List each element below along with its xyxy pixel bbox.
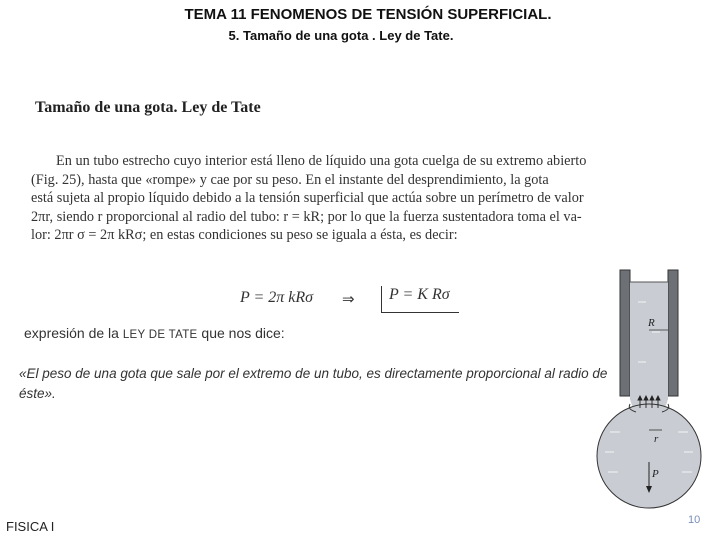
page-title: TEMA 11 FENOMENOS DE TENSIÓN SUPERFICIAL. xyxy=(184,6,552,23)
page-number: 10 xyxy=(688,514,701,526)
tube-left-wall xyxy=(620,270,630,396)
section-heading: Tamaño de una gota. Ley de Tate xyxy=(35,99,261,116)
label-R: R xyxy=(648,317,655,329)
tube-liquid xyxy=(630,282,668,400)
paragraph-line: 2πr, siendo r proporcional al radio del tubo: r = kR; por lo que la fuerza sustentadora toma el va- xyxy=(31,208,582,225)
paragraph-line: está sujeta al propio líquido debido a la tensión superficial que actúa sobre un perímetro de valor xyxy=(31,190,584,206)
label-P: P xyxy=(652,468,659,480)
paragraph-line: En un tubo estrecho cuyo interior está lleno de líquido una gota cuelga de su extremo abierto xyxy=(56,153,587,169)
drop-tube-diagram xyxy=(590,262,720,517)
tube-right-wall xyxy=(668,270,678,396)
tate-law-formula-box xyxy=(381,286,459,313)
expression-suffix: que nos dice: xyxy=(201,325,285,341)
footer-course-label: FISICA I xyxy=(6,519,55,534)
paragraph-line: (Fig. 25), hasta que «rompe» y cae por su peso. En el instante del desprendimiento, la gota xyxy=(31,171,549,188)
implies-arrow: ⇒ xyxy=(342,290,355,308)
law-name: LEY DE TATE xyxy=(122,329,198,341)
expression-sentence xyxy=(24,325,285,341)
tate-law-formula: P = K Rσ xyxy=(389,286,450,303)
weight-formula: P = 2π kRσ xyxy=(240,289,314,306)
page-subtitle: 5. Tamaño de una gota . Ley de Tate. xyxy=(228,28,454,43)
paragraph-line: lor: 2πr σ = 2π kRσ; en estas condiciones su peso se iguala a ésta, es decir: xyxy=(31,227,458,243)
expression-prefix: expresión de la xyxy=(24,325,119,341)
label-r: r xyxy=(654,433,659,445)
law-statement-quote: «El peso de una gota que sale por el extremo de un tubo, es directamente proporcional al radio de éste». xyxy=(19,366,608,401)
body-paragraph xyxy=(31,152,682,245)
